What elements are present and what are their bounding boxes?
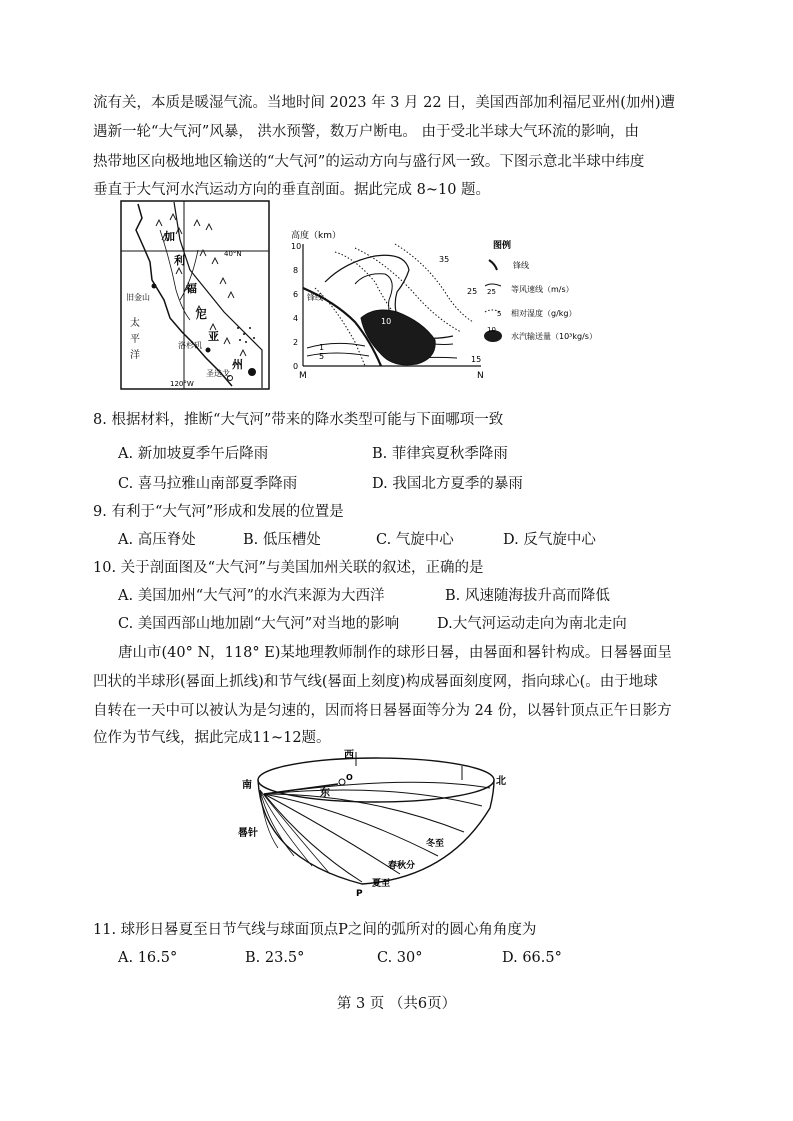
legend-front: 锋线 <box>513 261 529 270</box>
legend-humidity-sample: 5 <box>497 310 502 318</box>
q10-option-d[interactable]: D.大气河运动走向为南北走向 <box>437 616 627 632</box>
isoline-5: 5 <box>319 352 325 361</box>
legend-humidity: 相对湿度（g/kg） <box>511 309 577 318</box>
y-tick-2: 2 <box>293 338 299 347</box>
ocean-label-1: 太 <box>130 318 140 329</box>
q11-option-d[interactable]: D. 66.5° <box>502 950 562 966</box>
intro-line-3: 热带地区向极地地区输送的“大气河”的运动方向与盛行风一致。下图示意北半球中纬度 <box>93 154 645 170</box>
intro-line-4: 垂直于大气河水汽运动方向的垂直剖面。据此完成 8~10 题。 <box>93 182 491 198</box>
question-8-stem: 8. 根据材料，推断“大气河”带来的降水类型可能与下面哪项一致 <box>93 412 504 428</box>
q9-option-a[interactable]: A. 高压脊处 <box>118 532 196 548</box>
q8-option-b[interactable]: B. 菲律宾夏秋季降雨 <box>372 446 508 462</box>
q8-option-d[interactable]: D. 我国北方夏季的暴雨 <box>372 476 523 492</box>
state-char-6: 州 <box>232 358 243 371</box>
gnomon-label: 晷针 <box>238 828 258 839</box>
axis-point-m: M <box>299 371 307 381</box>
state-char-2: 利 <box>174 254 185 267</box>
isoline-35: 35 <box>439 255 450 264</box>
intro2-line-3: 自转在一天中可以被认为是匀速的，因而将日晷晷面等分为 24 份，以晷针顶点正午日影方 <box>93 703 672 719</box>
q9-option-d[interactable]: D. 反气旋中心 <box>503 532 596 548</box>
q8-option-c[interactable]: C. 喜马拉雅山南部夏季降雨 <box>118 476 298 492</box>
cross-section-diagram <box>285 222 655 382</box>
y-axis-title: 高度（km） <box>291 231 341 241</box>
point-p-label: P <box>356 889 363 898</box>
q10-option-c[interactable]: C. 美国西部山地加剧“大气河”对当地的影响 <box>118 616 400 632</box>
direction-west: 西 <box>344 750 354 761</box>
direction-east: 东 <box>320 788 330 799</box>
q9-option-c[interactable]: C. 气旋中心 <box>376 532 454 548</box>
question-9-stem: 9. 有利于“大气河”形成和发展的位置是 <box>93 504 344 520</box>
longitude-label: 120°W <box>170 380 194 388</box>
state-char-3: 福 <box>186 282 197 295</box>
intro2-line-1: 唐山市(40° N，118° E)某地理教师制作的球形日晷，由晷面和晷针构成。日晷晷面呈 <box>118 645 672 661</box>
summer-solstice-label: 夏至 <box>372 879 391 889</box>
legend-vapor: 水汽输送量（10³kg/s） <box>511 332 597 341</box>
city-san-diego: 圣迭戈 <box>206 369 230 378</box>
isoline-15: 15 <box>471 355 482 364</box>
city-san-francisco: 旧金山 <box>126 293 150 302</box>
intro-line-2: 遇新一轮“大气河”风暴， 洪水预警，数万户断电。 由于受北半球大气环流的影响，由 <box>93 124 640 140</box>
q11-option-a[interactable]: A. 16.5° <box>118 950 178 966</box>
isoline-25: 25 <box>467 287 478 296</box>
y-tick-10: 10 <box>291 242 302 251</box>
vapor-blob-label: 10 <box>381 317 392 326</box>
q8-option-a[interactable]: A. 新加坡夏季午后降雨 <box>118 446 269 462</box>
city-los-angeles: 洛杉矶 <box>178 341 202 350</box>
question-10-stem: 10. 关于剖面图及“大气河”与美国加州关联的叙述，正确的是 <box>93 560 484 576</box>
isoline-1: 1 <box>319 343 325 352</box>
state-char-5: 亚 <box>208 330 219 343</box>
sundial-diagram <box>238 748 538 898</box>
california-map <box>120 200 270 390</box>
ocean-label-2: 平 <box>130 334 140 345</box>
equinox-label: 春秋分 <box>388 861 416 871</box>
question-11-stem: 11. 球形日晷夏至日节气线与球面顶点P之间的弧所对的圆心角角度为 <box>93 922 537 938</box>
legend-title: 图例 <box>493 241 512 251</box>
legend-wind-sample: 25 <box>487 288 496 296</box>
axis-point-n: N <box>477 371 484 381</box>
ocean-label-3: 洋 <box>130 350 140 361</box>
y-tick-4: 4 <box>293 314 299 323</box>
q10-option-a[interactable]: A. 美国加州“大气河”的水汽来源为大西洋 <box>118 588 385 604</box>
direction-south: 南 <box>242 780 252 791</box>
q9-option-b[interactable]: B. 低压槽处 <box>243 532 321 548</box>
state-char-4: 尼 <box>196 308 207 321</box>
y-tick-0: 0 <box>293 362 299 371</box>
intro2-line-2: 凹状的半球形(晷面上抓线)和节气线(晷面上刻度)构成晷面刻度网，指向球心(。由于地球 <box>93 674 658 690</box>
intro-line-1: 流有关，本质是暖湿气流。当地时间 2023 年 3 月 22 日，美国西部加利福尼亚州(加州)遭 <box>93 95 676 111</box>
legend-vapor-sample: 10 <box>487 326 496 334</box>
legend <box>484 239 597 342</box>
state-char-1: 加 <box>164 230 175 243</box>
winter-solstice-label: 冬至 <box>426 839 445 849</box>
y-tick-6: 6 <box>293 290 299 299</box>
page-footer: 第 3 页 （共6页） <box>336 996 457 1012</box>
q11-option-b[interactable]: B. 23.5° <box>245 950 305 966</box>
latitude-label: 40°N <box>224 250 242 258</box>
q11-option-c[interactable]: C. 30° <box>377 950 423 966</box>
front-line-label: 锋线 <box>307 293 323 302</box>
direction-north: 北 <box>496 776 506 787</box>
q10-option-b[interactable]: B. 风速随海拔升高而降低 <box>445 588 610 604</box>
intro2-line-4: 位作为节气线，据此完成11~12题。 <box>93 730 331 746</box>
legend-wind-speed: 等风速线（m/s） <box>511 285 574 294</box>
center-label: O <box>346 773 353 782</box>
y-tick-8: 8 <box>293 266 299 275</box>
